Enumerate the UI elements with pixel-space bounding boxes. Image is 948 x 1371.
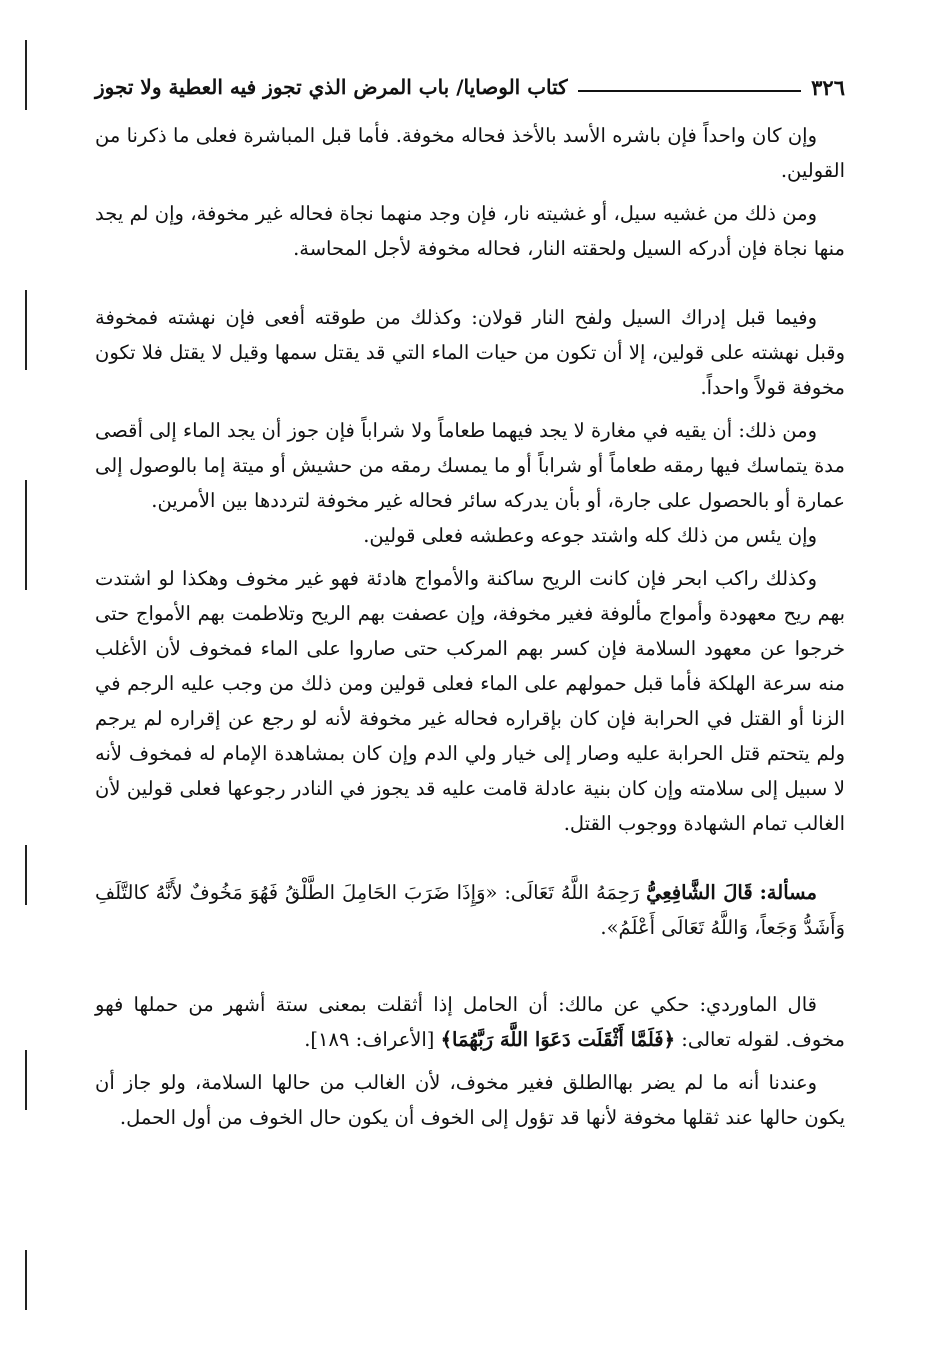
margin-rule xyxy=(25,845,27,905)
margin-rule xyxy=(25,480,27,590)
running-header xyxy=(95,72,845,102)
imam-name: قَالَ الشَّافِعِيُّ xyxy=(646,881,753,904)
margin-rule xyxy=(25,1250,27,1310)
header-rule xyxy=(578,90,801,92)
masala-paragraph xyxy=(95,875,845,945)
paragraph: ومن ذلك: أن يقيه في مغارة لا يجد فيهما طعاماً ولا شراباً فإن جوز أن يجد الماء إلى أقصى مدة يتماسك فيها رمقه طعاماً أو شراباً أو ما يمسك رمقه من حشيش أو ميتة إما بالوصول إلى عمارة أو بالحصول على جارة، أو بأن يدركه سائر فحاله غير مخوفة لترددها بين الأمرين. xyxy=(95,419,845,512)
paragraph: وإن كان واحداً فإن باشره الأسد بالأخذ فحاله مخوفة. فأما قبل المباشرة فعلى ما ذكرنا من القولين. xyxy=(95,124,845,182)
masala-text: رَحِمَهُ اللَّهُ تَعَالَى: «وَإِذَا ضَرَبَ الحَامِلَ الطَّلْقُ فَهُوَ مَخُوفٌ لأَنَّهُ كالتَّلَفِ وَأَشَدُّ وَجَعاً، وَاللَّهُ تَعَالَى أَعْلَمُ». xyxy=(95,881,845,939)
main-text xyxy=(95,118,845,1135)
paragraph: وإن يئس من ذلك كله واشتد جوعه وعطشه فعلى قولين. xyxy=(363,524,817,547)
page-number: ٣٢٦ xyxy=(811,74,845,100)
paragraph-text: قال الماوردي: حكي عن مالك: أن الحامل إذا أثقلت بمعنى ستة أشهر من حملها فهو مخوف. لقوله تعالى: xyxy=(95,993,845,1051)
paragraph: وعندنا أنه ما لم يضر بهاالطلق فغير مخوف، لأن الغالب من حالها السلامة، ولو جاز أن يكون حالها عند ثقلها مخوفة لأنها قد تؤول إلى الخوف أن يكون حال الخوف من أول الحمل. xyxy=(95,1071,845,1129)
paragraph: وفيما قبل إدراك السيل ولفح النار قولان: وكذلك من طوقته أفعى فإن نهشته فمخوفة وقبل نهشته على قولين، إلا أن تكون من حيات الماء التي قد يقتل سمها وقيل لا يقتل فلا تكون مخوفة قولاً واحداً. xyxy=(95,306,845,399)
paragraph: ومن ذلك من غشيه سيل، أو غشيته نار، فإن وجد منهما نجاة فحاله غير مخوفة، وإن لم يجد منها نجاة فإن أدركه السيل ولحقته النار، فحاله مخوفة لأجل المحاسة. xyxy=(95,202,845,260)
quran-verse: ﴿فَلَمَّا أَثْقَلَت دَعَوَا اللَّهَ رَبَّهُمَا﴾ xyxy=(440,1028,676,1051)
verse-reference: [الأعراف: ١٨٩]. xyxy=(304,1028,435,1051)
paragraph xyxy=(95,987,845,1057)
header-title: كتاب الوصايا/ باب المرض الذي تجوز فيه العطية ولا تجوز xyxy=(95,75,568,99)
margin-rule xyxy=(25,290,27,370)
margin-rule xyxy=(25,40,27,110)
paragraph: وكذلك راكب ابحر فإن كانت الريح ساكنة والأمواج هادئة فهو غير مخوف وهكذا لو اشتدت بهم ريح معهودة وأمواج مألوفة فغير مخوفة، وإن عصفت بهم الريح وتلاطمت بهم الأمواج حتى خرجوا عن معهود السلامة فإن كسر بهم المركب حتى صاروا على الماء فمخوف لأن الأغلب منه سرعة الهلكة فأما قبل حمولهم على الماء فعلى قولين ومن ذلك من وجب عليه الرجم في الزنا أو القتل في الحرابة فإن كان بإقراره فحاله غير مخوفة لأنه لو رجع عن إقراره لم يرجم ولم يتحتم قتل الحرابة عليه وصار إلى خيار ولي الدم وإن كان بمشاهدة الإمام له فمخوف لأنه لا سبيل إلى سلامته وإن كان بنية عادلة قامت عليه قد يجوز في النادر رجوعها فعلى قولين لأن الغالب تمام الشهادة ووجوب القتل. xyxy=(95,567,845,835)
margin-rule xyxy=(25,1050,27,1110)
masala-label: مسألة: xyxy=(759,881,817,904)
